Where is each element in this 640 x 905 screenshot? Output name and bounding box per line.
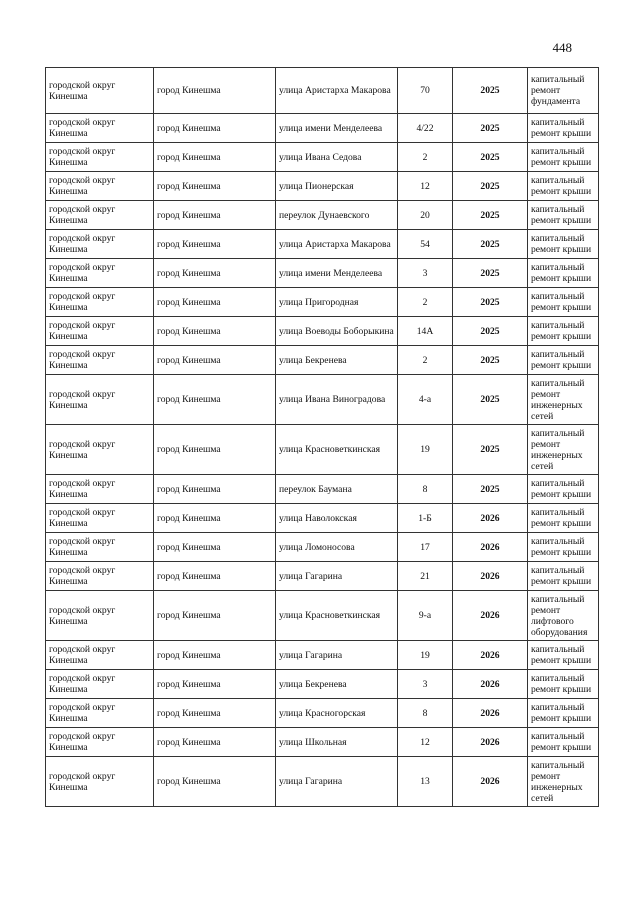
- year-cell: 2025: [453, 68, 528, 114]
- city-cell: город Кинешма: [154, 591, 276, 641]
- district-cell: городской округ Кинешма: [46, 346, 154, 375]
- house-number-cell: 12: [398, 728, 453, 757]
- house-number-cell: 14А: [398, 317, 453, 346]
- work-type-cell: капитальный ремонт крыши: [528, 504, 599, 533]
- work-type-cell: капитальный ремонт крыши: [528, 533, 599, 562]
- page-number: 448: [552, 40, 572, 55]
- district-cell: городской округ Кинешма: [46, 591, 154, 641]
- year-cell: 2025: [453, 114, 528, 143]
- house-number-cell: 70: [398, 68, 453, 114]
- table-row: [46, 317, 599, 346]
- district-cell: городской округ Кинешма: [46, 670, 154, 699]
- year-cell: 2026: [453, 591, 528, 641]
- house-number-cell: 8: [398, 475, 453, 504]
- street-cell: улица Красноветкинская: [276, 591, 398, 641]
- district-cell: городской округ Кинешма: [46, 114, 154, 143]
- work-type-cell: капитальный ремонт крыши: [528, 317, 599, 346]
- city-cell: город Кинешма: [154, 346, 276, 375]
- table-row: [46, 670, 599, 699]
- year-cell: 2026: [453, 533, 528, 562]
- city-cell: город Кинешма: [154, 172, 276, 201]
- year-cell: 2026: [453, 670, 528, 699]
- work-type-cell: капитальный ремонт крыши: [528, 114, 599, 143]
- year-cell: 2025: [453, 375, 528, 425]
- district-cell: городской округ Кинешма: [46, 259, 154, 288]
- table-row: [46, 475, 599, 504]
- table-row: [46, 425, 599, 475]
- city-cell: город Кинешма: [154, 375, 276, 425]
- city-cell: город Кинешма: [154, 757, 276, 807]
- table-row: [46, 288, 599, 317]
- street-cell: улица Пригородная: [276, 288, 398, 317]
- street-cell: улица Школьная: [276, 728, 398, 757]
- house-number-cell: 19: [398, 641, 453, 670]
- district-cell: городской округ Кинешма: [46, 288, 154, 317]
- street-cell: улица Гагарина: [276, 562, 398, 591]
- house-number-cell: 19: [398, 425, 453, 475]
- year-cell: 2026: [453, 562, 528, 591]
- district-cell: городской округ Кинешма: [46, 375, 154, 425]
- year-cell: 2025: [453, 201, 528, 230]
- street-cell: улица Аристарха Макарова: [276, 68, 398, 114]
- work-type-cell: капитальный ремонт крыши: [528, 201, 599, 230]
- table-row: [46, 591, 599, 641]
- table-row: [46, 259, 599, 288]
- table-row: [46, 641, 599, 670]
- street-cell: улица Гагарина: [276, 641, 398, 670]
- house-number-cell: 2: [398, 143, 453, 172]
- district-cell: городской округ Кинешма: [46, 475, 154, 504]
- district-cell: городской округ Кинешма: [46, 230, 154, 259]
- district-cell: городской округ Кинешма: [46, 757, 154, 807]
- street-cell: переулок Баумана: [276, 475, 398, 504]
- year-cell: 2025: [453, 425, 528, 475]
- district-cell: городской округ Кинешма: [46, 201, 154, 230]
- city-cell: город Кинешма: [154, 317, 276, 346]
- house-number-cell: 2: [398, 346, 453, 375]
- house-number-cell: 54: [398, 230, 453, 259]
- work-type-cell: капитальный ремонт крыши: [528, 699, 599, 728]
- table-row: [46, 143, 599, 172]
- year-cell: 2026: [453, 728, 528, 757]
- city-cell: город Кинешма: [154, 533, 276, 562]
- street-cell: улица Бекренева: [276, 346, 398, 375]
- table-row: [46, 375, 599, 425]
- year-cell: 2025: [453, 475, 528, 504]
- district-cell: городской округ Кинешма: [46, 143, 154, 172]
- street-cell: переулок Дунаевского: [276, 201, 398, 230]
- city-cell: город Кинешма: [154, 641, 276, 670]
- work-type-cell: капитальный ремонт крыши: [528, 475, 599, 504]
- table-row: [46, 68, 599, 114]
- table-row: [46, 728, 599, 757]
- street-cell: улица Ивана Виноградова: [276, 375, 398, 425]
- table-row: [46, 562, 599, 591]
- table-row: [46, 230, 599, 259]
- house-number-cell: 4-а: [398, 375, 453, 425]
- house-number-cell: 1-Б: [398, 504, 453, 533]
- table-row: [46, 346, 599, 375]
- house-number-cell: 4/22: [398, 114, 453, 143]
- street-cell: улица Красноветкинская: [276, 425, 398, 475]
- year-cell: 2025: [453, 317, 528, 346]
- street-cell: улица имени Менделеева: [276, 114, 398, 143]
- street-cell: улица имени Менделеева: [276, 259, 398, 288]
- year-cell: 2025: [453, 143, 528, 172]
- year-cell: 2025: [453, 172, 528, 201]
- table-row: [46, 757, 599, 807]
- repair-schedule-table: [45, 67, 599, 807]
- street-cell: улица Ивана Седова: [276, 143, 398, 172]
- street-cell: улица Пионерская: [276, 172, 398, 201]
- house-number-cell: 8: [398, 699, 453, 728]
- year-cell: 2025: [453, 259, 528, 288]
- district-cell: городской округ Кинешма: [46, 68, 154, 114]
- city-cell: город Кинешма: [154, 201, 276, 230]
- street-cell: улица Аристарха Макарова: [276, 230, 398, 259]
- table-body: [46, 68, 599, 807]
- table-row: [46, 114, 599, 143]
- city-cell: город Кинешма: [154, 562, 276, 591]
- work-type-cell: капитальный ремонт крыши: [528, 346, 599, 375]
- house-number-cell: 2: [398, 288, 453, 317]
- work-type-cell: капитальный ремонт крыши: [528, 670, 599, 699]
- house-number-cell: 20: [398, 201, 453, 230]
- city-cell: город Кинешма: [154, 425, 276, 475]
- house-number-cell: 9-а: [398, 591, 453, 641]
- year-cell: 2026: [453, 641, 528, 670]
- work-type-cell: капитальный ремонт инженерных сетей: [528, 375, 599, 425]
- city-cell: город Кинешма: [154, 230, 276, 259]
- table-row: [46, 699, 599, 728]
- work-type-cell: капитальный ремонт крыши: [528, 172, 599, 201]
- district-cell: городской округ Кинешма: [46, 641, 154, 670]
- year-cell: 2025: [453, 288, 528, 317]
- city-cell: город Кинешма: [154, 259, 276, 288]
- city-cell: город Кинешма: [154, 504, 276, 533]
- district-cell: городской округ Кинешма: [46, 425, 154, 475]
- district-cell: городской округ Кинешма: [46, 699, 154, 728]
- city-cell: город Кинешма: [154, 728, 276, 757]
- city-cell: город Кинешма: [154, 143, 276, 172]
- district-cell: городской округ Кинешма: [46, 317, 154, 346]
- street-cell: улица Бекренева: [276, 670, 398, 699]
- city-cell: город Кинешма: [154, 475, 276, 504]
- house-number-cell: 13: [398, 757, 453, 807]
- year-cell: 2026: [453, 757, 528, 807]
- district-cell: городской округ Кинешма: [46, 728, 154, 757]
- city-cell: город Кинешма: [154, 68, 276, 114]
- street-cell: улица Красногорская: [276, 699, 398, 728]
- district-cell: городской округ Кинешма: [46, 504, 154, 533]
- district-cell: городской округ Кинешма: [46, 533, 154, 562]
- work-type-cell: капитальный ремонт крыши: [528, 143, 599, 172]
- year-cell: 2025: [453, 346, 528, 375]
- house-number-cell: 3: [398, 670, 453, 699]
- year-cell: 2025: [453, 230, 528, 259]
- house-number-cell: 12: [398, 172, 453, 201]
- district-cell: городской округ Кинешма: [46, 172, 154, 201]
- work-type-cell: капитальный ремонт фундамента: [528, 68, 599, 114]
- work-type-cell: капитальный ремонт крыши: [528, 728, 599, 757]
- work-type-cell: капитальный ремонт инженерных сетей: [528, 425, 599, 475]
- street-cell: улица Наволокская: [276, 504, 398, 533]
- table-row: [46, 201, 599, 230]
- work-type-cell: капитальный ремонт крыши: [528, 259, 599, 288]
- district-cell: городской округ Кинешма: [46, 562, 154, 591]
- table-row: [46, 504, 599, 533]
- year-cell: 2026: [453, 699, 528, 728]
- house-number-cell: 3: [398, 259, 453, 288]
- work-type-cell: капитальный ремонт крыши: [528, 230, 599, 259]
- street-cell: улица Гагарина: [276, 757, 398, 807]
- work-type-cell: капитальный ремонт инженерных сетей: [528, 757, 599, 807]
- street-cell: улица Ломоносова: [276, 533, 398, 562]
- city-cell: город Кинешма: [154, 670, 276, 699]
- table-row: [46, 533, 599, 562]
- work-type-cell: капитальный ремонт крыши: [528, 562, 599, 591]
- work-type-cell: капитальный ремонт крыши: [528, 641, 599, 670]
- street-cell: улица Воеводы Боборыкина: [276, 317, 398, 346]
- work-type-cell: капитальный ремонт крыши: [528, 288, 599, 317]
- table-row: [46, 172, 599, 201]
- house-number-cell: 17: [398, 533, 453, 562]
- year-cell: 2026: [453, 504, 528, 533]
- city-cell: город Кинешма: [154, 699, 276, 728]
- house-number-cell: 21: [398, 562, 453, 591]
- city-cell: город Кинешма: [154, 114, 276, 143]
- city-cell: город Кинешма: [154, 288, 276, 317]
- work-type-cell: капитальный ремонт лифтового оборудования: [528, 591, 599, 641]
